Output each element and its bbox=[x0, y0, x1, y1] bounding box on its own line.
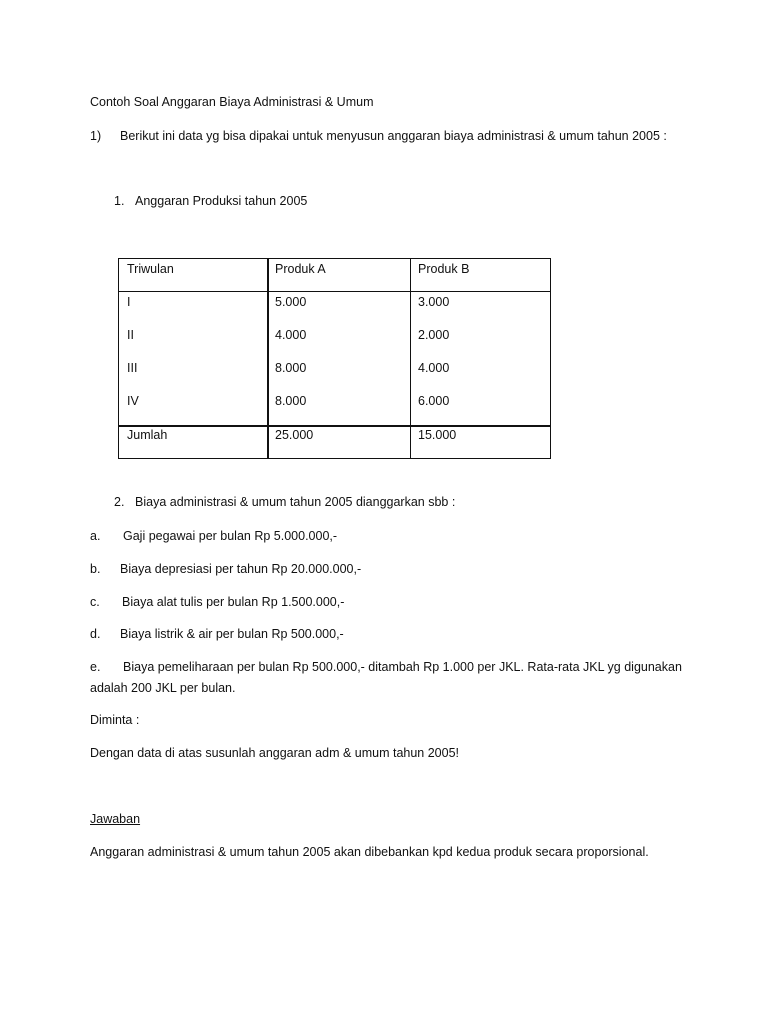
table-total-produk-b: 15.000 bbox=[418, 428, 457, 442]
list-item-text: Biaya alat tulis per bulan Rp 1.500.000,- bbox=[122, 595, 345, 609]
list-item-letter: d. bbox=[90, 627, 101, 641]
list-item-letter: c. bbox=[90, 595, 100, 609]
table-cell-produk-b: 2.000 bbox=[418, 328, 450, 342]
question-number: 1) bbox=[90, 129, 102, 143]
table-cell-produk-b: 6.000 bbox=[418, 394, 450, 408]
list-item-letter: a. bbox=[90, 529, 101, 543]
table-column-divider bbox=[410, 259, 411, 458]
section1-number: 1. bbox=[114, 194, 125, 208]
section1-heading: Anggaran Produksi tahun 2005 bbox=[135, 194, 308, 208]
jawaban-heading: Jawaban bbox=[90, 812, 141, 826]
diminta-label: Diminta : bbox=[90, 713, 140, 727]
list-item-letter: e. bbox=[90, 660, 101, 674]
table-header-divider bbox=[119, 291, 550, 292]
section2-heading: Biaya administrasi & umum tahun 2005 dianggarkan sbb : bbox=[135, 495, 456, 509]
production-table bbox=[118, 258, 551, 459]
question-text: Berikut ini data yg bisa dipakai untuk menyusun anggaran biaya administrasi & umum tahun 2005 : bbox=[120, 129, 667, 143]
table-cell-produk-b: 3.000 bbox=[418, 295, 450, 309]
document-title: Contoh Soal Anggaran Biaya Administrasi & Umum bbox=[90, 95, 374, 109]
table-cell-produk-a: 8.000 bbox=[275, 394, 307, 408]
table-column-divider bbox=[267, 259, 269, 458]
table-total-divider bbox=[119, 425, 550, 427]
table-header-produk-a: Produk A bbox=[275, 262, 326, 276]
list-item-letter: b. bbox=[90, 562, 101, 576]
list-item-text: Biaya listrik & air per bulan Rp 500.000,- bbox=[120, 627, 344, 641]
instruction-text: Dengan data di atas susunlah anggaran adm & umum tahun 2005! bbox=[90, 746, 460, 760]
list-item-continuation: adalah 200 JKL per bulan. bbox=[90, 681, 236, 695]
table-cell-produk-a: 8.000 bbox=[275, 361, 307, 375]
list-item-text: Biaya depresiasi per tahun Rp 20.000.000,- bbox=[120, 562, 362, 576]
table-cell-quarter: III bbox=[127, 361, 138, 375]
table-cell-produk-a: 4.000 bbox=[275, 328, 307, 342]
answer-text: Anggaran administrasi & umum tahun 2005 akan dibebankan kpd kedua produk secara proporsional. bbox=[90, 845, 649, 859]
table-cell-produk-b: 4.000 bbox=[418, 361, 450, 375]
table-header-triwulan: Triwulan bbox=[127, 262, 174, 276]
table-total-produk-a: 25.000 bbox=[275, 428, 314, 442]
table-total-label: Jumlah bbox=[127, 428, 168, 442]
table-cell-produk-a: 5.000 bbox=[275, 295, 307, 309]
table-cell-quarter: II bbox=[127, 328, 134, 342]
section2-number: 2. bbox=[114, 495, 125, 509]
list-item-text: Biaya pemeliharaan per bulan Rp 500.000,- ditambah Rp 1.000 per JKL. Rata-rata JKL yg digunakan bbox=[123, 660, 682, 674]
table-cell-quarter: IV bbox=[127, 394, 139, 408]
list-item-text: Gaji pegawai per bulan Rp 5.000.000,- bbox=[123, 529, 338, 543]
table-header-produk-b: Produk B bbox=[418, 262, 470, 276]
table-cell-quarter: I bbox=[127, 295, 131, 309]
